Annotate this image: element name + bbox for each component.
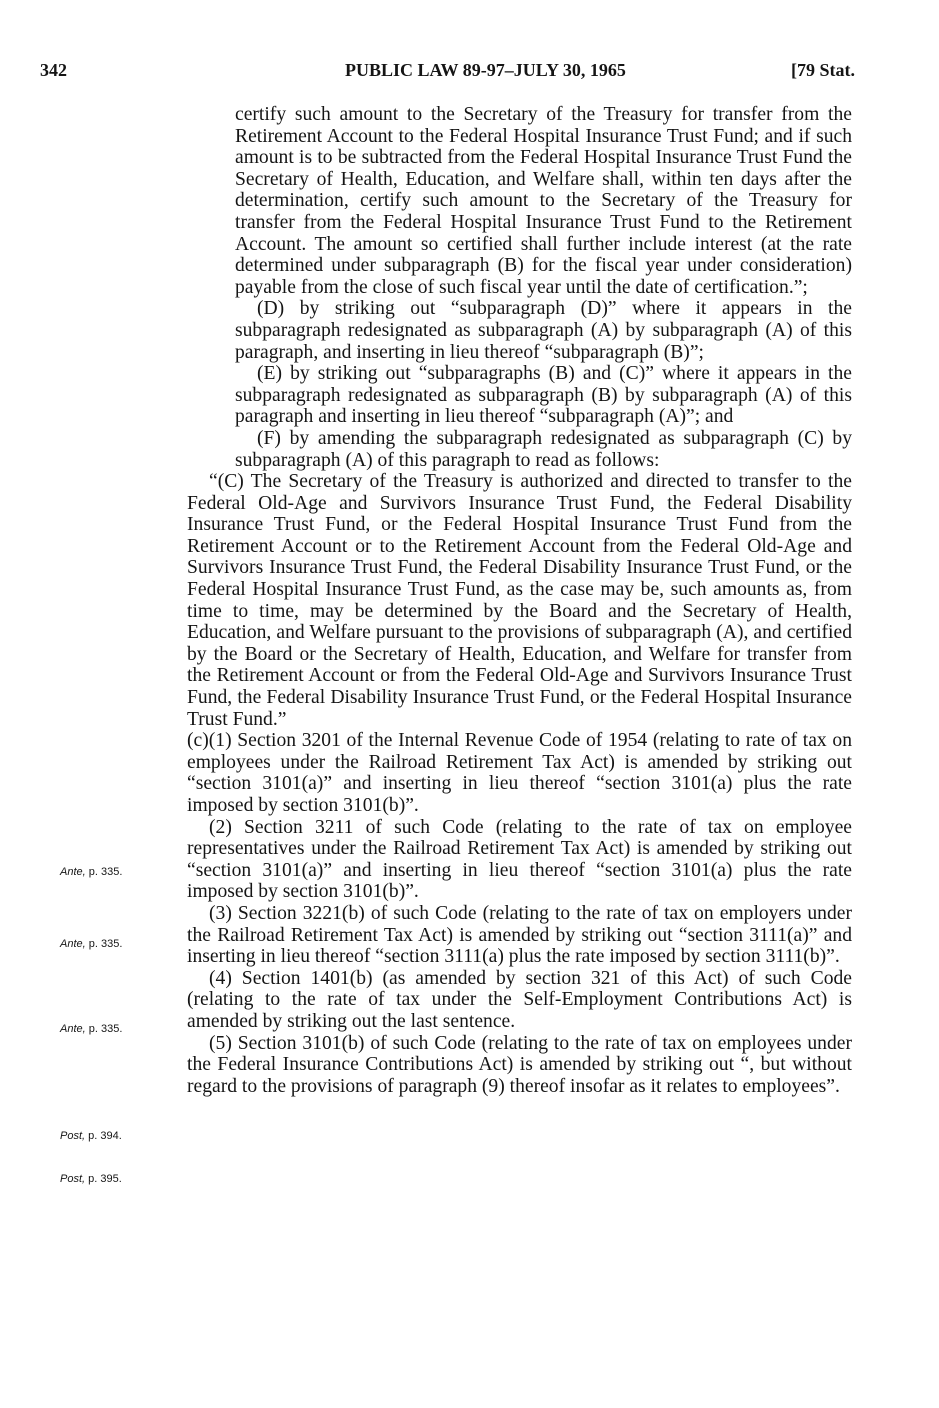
- margin-note: Post, p. 395.: [60, 1173, 122, 1185]
- paragraph: (3) Section 3221(b) of such Code (relating to the rate of tax on employers under the Railroad Retirement Tax Act) is amended by striking out “section 3111(a)” and inserting in lieu thereof “section 3111(a) plus the rate imposed by section 3111(b)”.: [187, 902, 852, 968]
- page-header: [40, 60, 855, 88]
- page-number: 342: [40, 60, 67, 80]
- statute-volume: [79 Stat.: [791, 60, 855, 80]
- paragraph: (D) by striking out “subparagraph (D)” where it appears in the subparagraph redesignated as subparagraph (A) by subparagraph (A) of this paragraph, and inserting in lieu thereof “subparagraph (B)”;: [235, 298, 852, 363]
- paragraph: (2) Section 3211 of such Code (relating to the rate of tax on employee representatives under the Railroad Retirement Tax Act) is amended by striking out “section 3101(a)” and inserting in lieu thereof “section 3101(a) plus the rate imposed by section 3101(b)”.: [187, 816, 852, 903]
- margin-note: Ante, p. 335.: [60, 866, 123, 878]
- margin-note: Ante, p. 335.: [60, 938, 123, 950]
- paragraph: (4) Section 1401(b) (as amended by section 321 of this Act) of such Code (relating to the rate of tax under the Self-Employment Contributions Act) is amended by striking out the last sentence.: [187, 967, 852, 1032]
- paragraph: (c)(1) Section 3201 of the Internal Revenue Code of 1954 (relating to rate of tax on employees under the Railroad Retirement Tax Act) is amended by striking out “section 3101(a)” and inserting in lieu thereof “section 3101(a) plus the rate imposed by section 3101(b)”.: [187, 730, 852, 816]
- paragraph: (E) by striking out “subparagraphs (B) and (C)” where it appears in the subparagraph redesignated as subparagraph (B) by subparagraph (A) of this paragraph and inserting in lieu thereof “subparagraph (A)”; and: [235, 363, 852, 428]
- paragraph: “(C) The Secretary of the Treasury is authorized and directed to transfer to the Federal Old-Age and Survivors Insurance Trust Fund, the Federal Disability Insurance Trust Fund, or the Federal Hospital Insurance Trust Fund from the Retirement Account or to the Retirement Account from the Federal Old-Age and Survivors Insurance Trust Fund, the Federal Disability Insurance Trust Fund, or the Federal Hospital Insurance Trust Fund, as the case may be, such amounts as, from time to time, may be determined by the Board and the Secretary of Health, Education, and Welfare pursuant to the provisions of subparagraph (A), and certified by the Board or the Secretary of Health, Education, and Welfare for transfer from the Retirement Account or from the Federal Old-Age and Survivors Insurance Trust Fund, the Federal Disability Insurance Trust Fund, or the Federal Hospital Insurance Trust Fund.”: [187, 471, 852, 730]
- paragraph: certify such amount to the Secretary of the Treasury for transfer from the Retirement Account to the Federal Hospital Insurance Trust Fund; and if such amount is to be subtracted from the Federal Hospital Insurance Trust Fund the Secretary of Health, Education, and Welfare shall, within ten days after the determination, certify such amount to the Secretary of the Treasury for transfer from the Federal Hospital Insurance Trust Fund to the Retirement Account. The amount so certified shall further include interest (at the rate determined under subparagraph (B) for the fiscal year under consideration) payable from the close of such fiscal year until the date of certification.”;: [235, 104, 852, 298]
- paragraph: (5) Section 3101(b) of such Code (relating to the rate of tax on employees under the Federal Insurance Contributions Act) is amended by striking out “, but without regard to the provisions of paragraph (9) thereof insofar as it relates to employees”.: [187, 1032, 852, 1097]
- margin-note: Post, p. 394.: [60, 1130, 122, 1142]
- paragraph: (F) by amending the subparagraph redesignated as subparagraph (C) by subparagraph (A) of this paragraph to read as follows:: [235, 427, 852, 471]
- margin-note: Ante, p. 335.: [60, 1023, 123, 1035]
- body-text: [187, 104, 852, 1097]
- running-title: PUBLIC LAW 89-97–JULY 30, 1965: [345, 60, 626, 80]
